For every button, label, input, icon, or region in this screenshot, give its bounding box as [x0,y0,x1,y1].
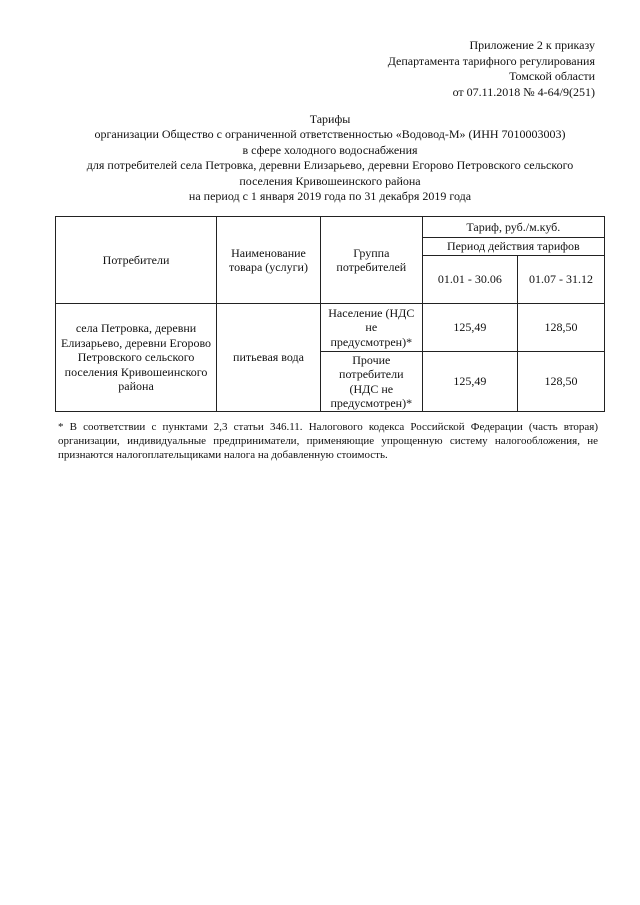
goods-cell: питьевая вода [217,304,321,412]
header-period-2: 01.07 - 31.12 [518,256,605,304]
tariff-cell-period-2: 128,50 [518,352,605,412]
title-line-5: поселения Кривошеинского района [239,173,421,188]
tariff-cell-period-1: 125,49 [422,352,517,412]
order-date-line: от 07.11.2018 № 4-64/9(251) [452,84,595,99]
title-line-6: на период с 1 января 2019 года по 31 декабря 2019 года [188,189,472,204]
header-consumers: Потребители [56,217,217,304]
consumers-cell: села Петровка, деревни Елизарьево, деревни Егорово Петровского сельского поселения Кривошеинского района [56,304,217,412]
header-tariff: Тариф, руб./м.куб. [422,217,604,238]
vat-footnote: * В соответствии с пунктами 2,3 статьи 346.11. Налогового кодекса Российской Федерации (часть вторая) организации, индивидуальные предприниматели, применяющие упрощенную систему налогообложения, не признаются налогоплательщиками налога на добавленную стоимость. [58,421,598,461]
table-row [56,304,605,352]
appendix-line: Приложение 2 к приказу [469,38,595,52]
group-cell: Население (НДС не предусмотрен)* [320,304,422,352]
title-line-3: в сфере холодного водоснабжения [242,142,418,157]
header-goods: Наименование товара (услуги) [217,217,321,304]
header-period: Период действия тарифов [422,238,604,256]
header-group: Группа потребителей [320,217,422,304]
tariff-table [55,216,605,412]
group-cell: Прочие потребители (НДС не предусмотрен)* [320,352,422,412]
header-period-1: 01.01 - 30.06 [422,256,517,304]
region-line: Томской области [509,69,595,83]
title-line-2: организации Общество с ограниченной ответственностью «Водовод-М» (ИНН 7010003003) [94,127,566,142]
title-line-1: Тарифы [309,112,351,126]
order-reference-block [388,38,595,100]
tariff-cell-period-1: 125,49 [422,304,517,352]
document-title [40,112,620,204]
title-line-4: для потребителей села Петровка, деревни Елизарьево, деревни Егорово Петровского сельского [86,158,574,173]
tariff-cell-period-2: 128,50 [518,304,605,352]
department-line: Департамента тарифного регулирования [387,53,595,68]
